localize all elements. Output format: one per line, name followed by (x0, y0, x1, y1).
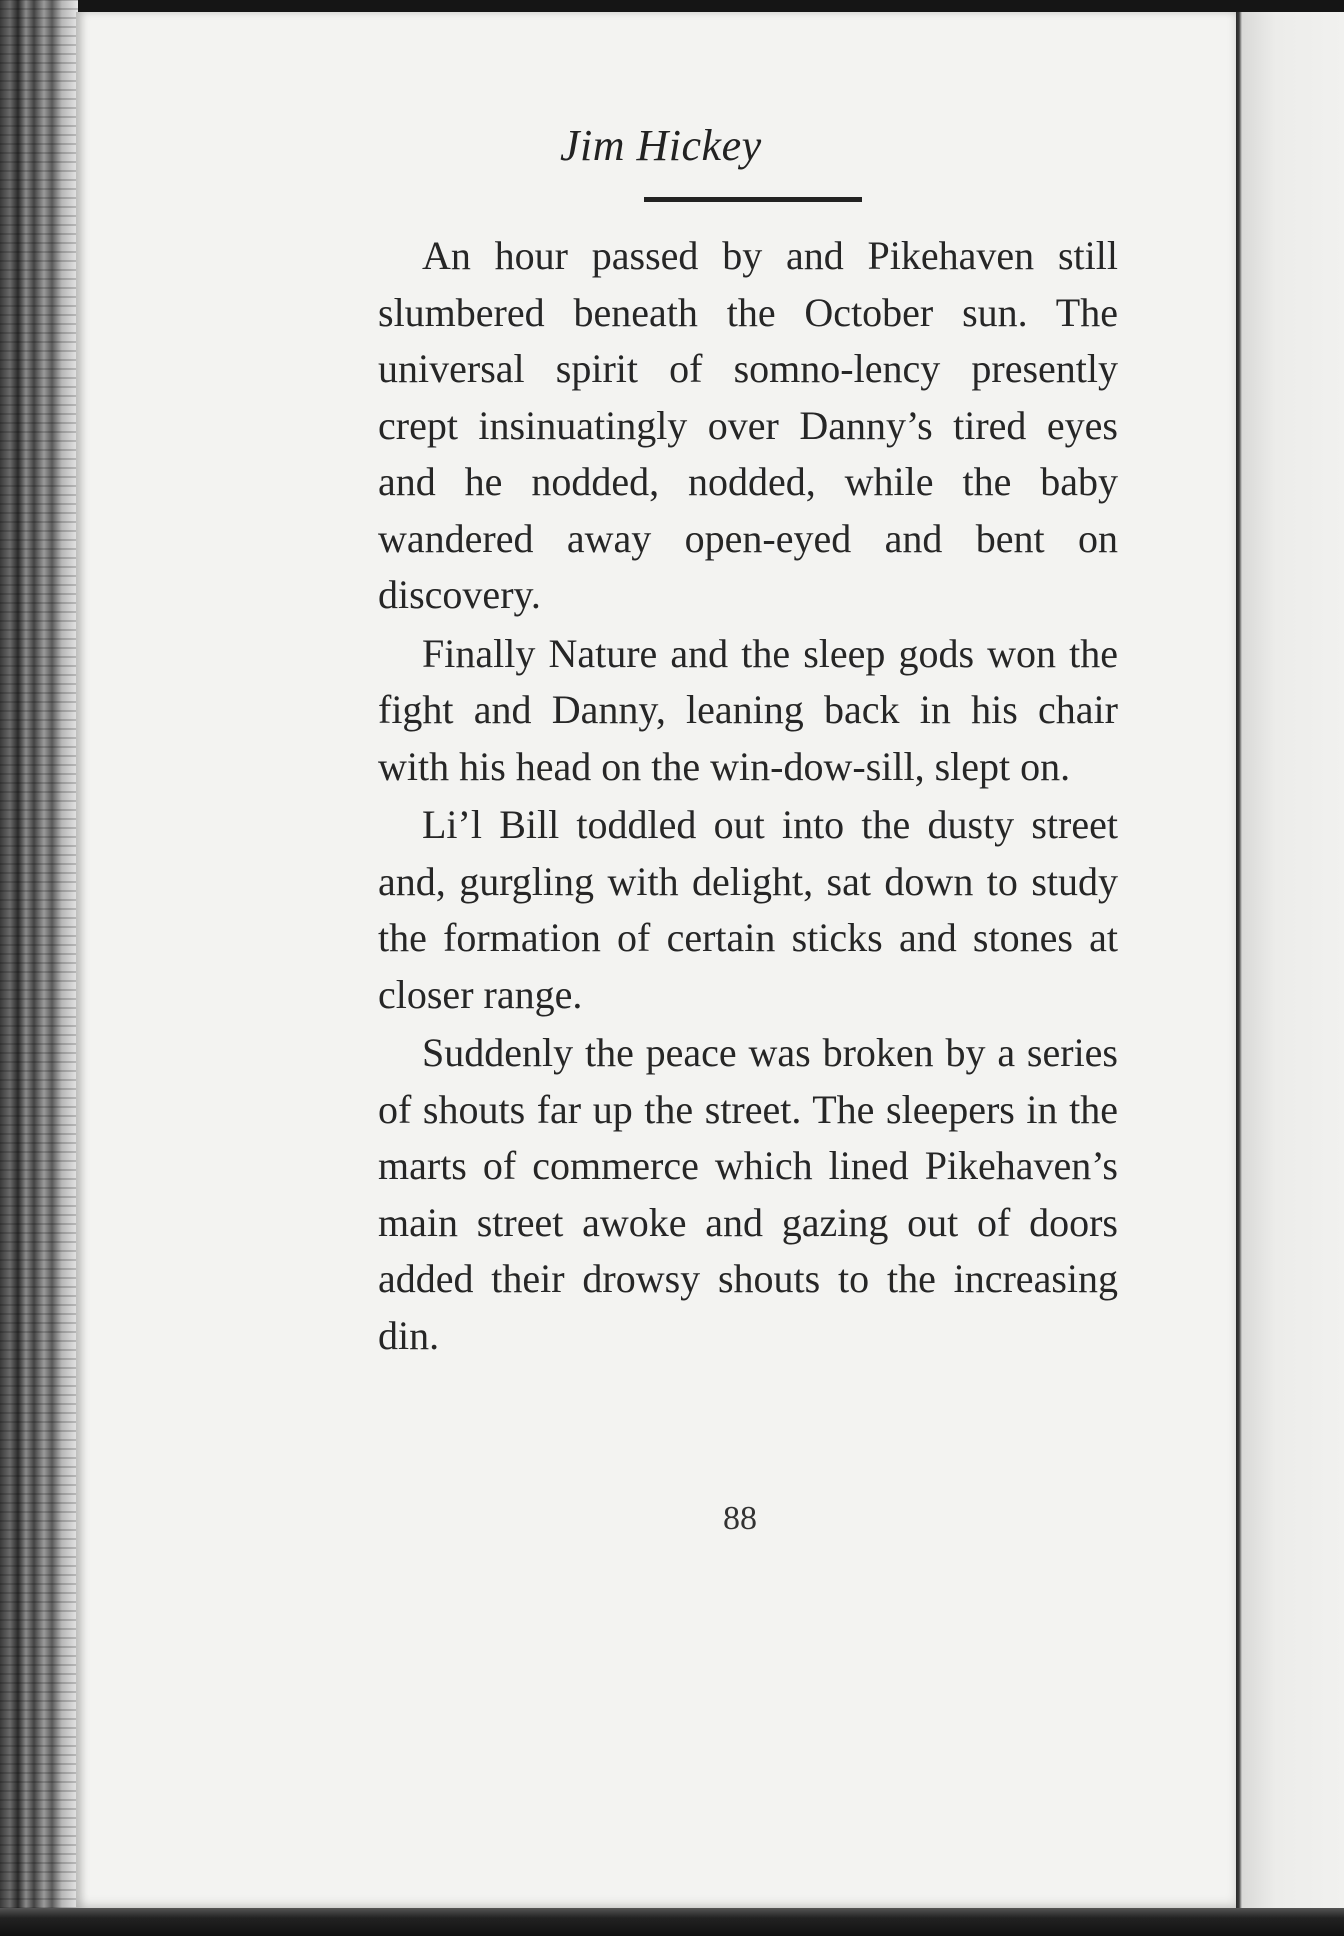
page-body (378, 228, 1118, 1366)
paragraph: An hour passed by and Pikehaven still slumbered beneath the October sun. The universal spirit of somno-lency presently crept insinuatingly over Danny’s tired eyes and he nodded, nodded, while the baby wandered away open-eyed and bent on discovery. (378, 233, 1118, 617)
paragraph: Suddenly the peace was broken by a series of shouts far up the street. The sleepers in the marts of commerce which lined Pikehaven’s main street awoke and gazing out of doors added their drowsy shouts to the increasing din. (378, 1030, 1118, 1358)
facing-page-edge (1236, 12, 1344, 1910)
paragraph: Li’l Bill toddled out into the dusty street and, gurgling with delight, sat down to study the formation of certain sticks and stones at closer range. (378, 802, 1118, 1017)
header-rule (644, 197, 862, 202)
paragraph: Finally Nature and the sleep gods won the fight and Danny, leaning back in his chair with his head on the win-dow-sill, slept on. (378, 630, 1118, 789)
binding-texture (0, 0, 78, 1936)
page-number: 88 (723, 1500, 757, 1537)
scan-bottom-edge (0, 1908, 1344, 1936)
running-head: Jim Hickey (560, 121, 762, 170)
